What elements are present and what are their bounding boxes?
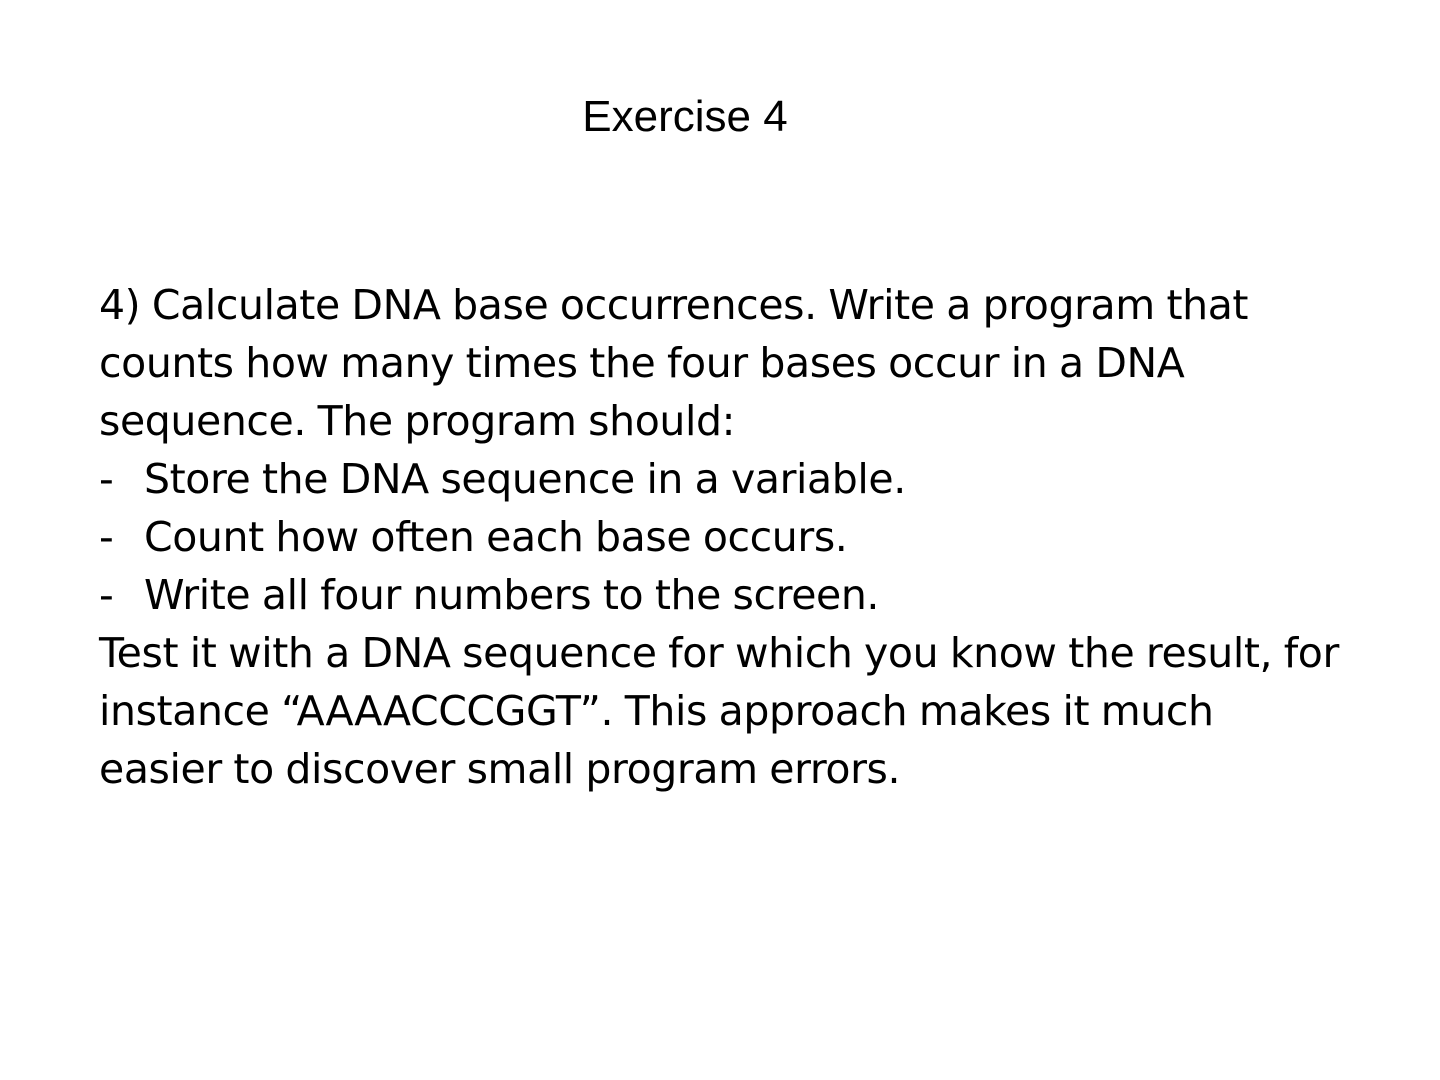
list-item-text: Count how often each base occurs. (144, 513, 848, 561)
exercise-closing: Test it with a DNA sequence for which you know the result, for instance “AAAACCCGGT”. This approach makes it much easier to discover small program errors. (99, 629, 1339, 793)
requirements-list (99, 450, 1339, 624)
bullet-dash: - (99, 513, 114, 561)
bullet-dash: - (99, 571, 114, 619)
list-item (99, 566, 1339, 624)
slide-body (99, 276, 1339, 798)
list-item (99, 508, 1339, 566)
list-item (99, 450, 1339, 508)
list-item-text: Write all four numbers to the screen. (144, 571, 880, 619)
slide-title: Exercise 4 (582, 92, 788, 141)
bullet-dash: - (99, 455, 114, 503)
exercise-intro: 4) Calculate DNA base occurrences. Write a program that counts how many times the four bases occur in a DNA sequence. The program should: (99, 281, 1249, 445)
list-item-text: Store the DNA sequence in a variable. (144, 455, 906, 503)
